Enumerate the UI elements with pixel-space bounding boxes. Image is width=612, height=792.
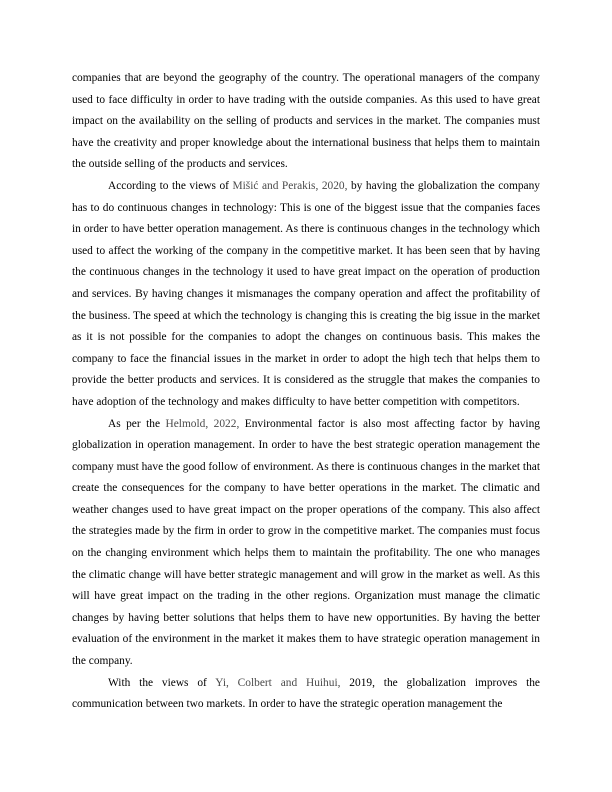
paragraph-lead: As per the (108, 417, 166, 430)
paragraph-international-business (72, 68, 540, 176)
citation-misic-perakis: Mišić and Perakis, 2020, (232, 179, 348, 192)
citation-yi-colbert-huihui: Yi, Colbert and Huihui, (215, 676, 341, 689)
paragraph-text: by having the globalization the company has to do continuous changes in technology: This is one of the biggest issue that the companies faces in order to have better operation management. As there is continuous changes in the technology which used to affect the working of the company in the competitive market. It has been seen that by having the continuous changes in the technology it used to have great impact on the operation of production and services. By having changes it mismanages the company operation and affect the profitability of the business. The speed at which the technology is changing this is creating the big issue in the market as it is not possible for the companies to adopt the changes on continuous basis. This makes the company to face the financial issues in the market in order to adopt the high tech that helps them to provide the better products and services. It is considered as the struggle that makes the companies to have adoption of the technology and makes difficulty to have better competition with competitors. (72, 179, 540, 408)
paragraph-lead: According to the views of (108, 179, 233, 192)
paragraph-text: 2019, the globalization improves the communication between two markets. In order to have the strategic operation management the (72, 676, 540, 711)
paragraph-text: Environmental factor is also most affecting factor by having globalization in operation management. In order to have the best strategic operation management the company must have the good follow of environment. As there is continuous changes in the market that create the consequences for the company to have better operations in the market. The climatic and weather changes used to have great impact on the proper operations of the company. This also affect the strategies made by the firm in order to grow in the competitive market. The companies must focus on the changing environment which helps them to maintain the profitability. The one who manages the climatic change will have better strategic management and will grow in the market as well. As this will have great impact on the trading in the other regions. Organization must manage the climatic changes by having better solutions that helps them to have new opportunities. By having the better evaluation of the environment in the market it makes them to have strategic operation management in the company. (72, 417, 540, 668)
paragraph-technology-changes (72, 176, 540, 414)
paragraph-communication (72, 673, 540, 716)
paragraph-environmental-factor (72, 414, 540, 673)
paragraph-lead: With the views of (108, 676, 216, 689)
citation-helmold: Helmold, 2022, (165, 417, 240, 430)
paragraph-text: companies that are beyond the geography of the country. The operational managers of the company used to face difficulty in order to have trading with the outside companies. As this used to have great impact on the availability on the selling of products and services in the market. The companies must have the creativity and proper knowledge about the international business that helps them to maintain the outside selling of the products and services. (72, 72, 540, 171)
body-text (72, 68, 540, 716)
